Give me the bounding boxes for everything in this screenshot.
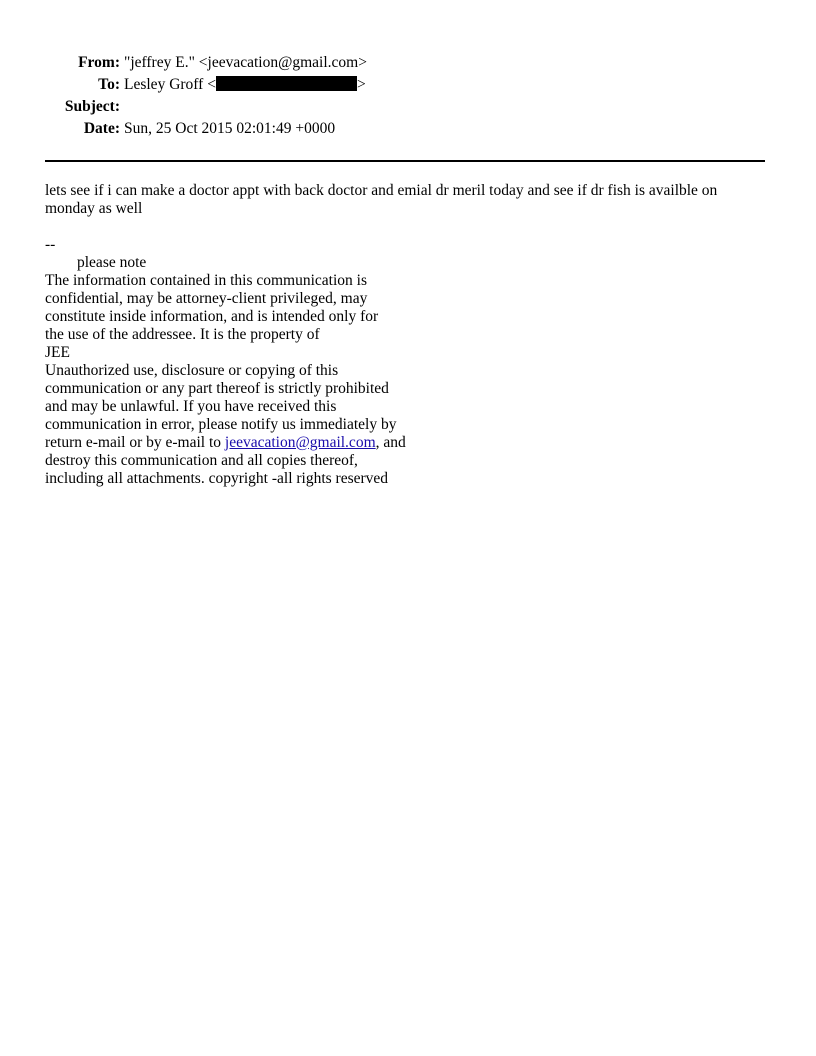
from-label: From:	[78, 54, 120, 71]
date-label: Date:	[83, 120, 120, 137]
disclaimer-line: including all attachments. copyright -all rights reserved	[45, 470, 389, 487]
header-divider	[45, 160, 765, 162]
disclaimer	[45, 272, 765, 488]
disclaimer-line: the use of the addressee. It is the property of	[45, 326, 320, 343]
email-header	[0, 52, 816, 140]
to-row	[0, 74, 816, 96]
disclaimer-line: constitute inside information, and is intended only for	[45, 308, 379, 325]
return-line-suffix: , and	[375, 434, 406, 451]
to-close-bracket: >	[356, 76, 366, 93]
disclaimer-line: JEE	[45, 344, 70, 361]
from-value: "jeffrey E." <jeevacation@gmail.com>	[124, 54, 367, 71]
disclaimer-line: The information contained in this communication is	[45, 272, 367, 289]
disclaimer-line: Unauthorized use, disclosure or copying of this	[45, 362, 339, 379]
from-row	[0, 52, 816, 74]
subject-label: Subject:	[64, 98, 120, 115]
disclaimer-line-with-link	[45, 434, 765, 452]
disclaimer-line: and may be unlawful. If you have received this	[45, 398, 337, 415]
disclaimer-line: destroy this communication and all copies thereof,	[45, 452, 358, 469]
email-link[interactable]: jeevacation@gmail.com	[224, 434, 376, 451]
date-value: Sun, 25 Oct 2015 02:01:49 +0000	[124, 120, 336, 137]
redaction-box	[216, 76, 357, 91]
signature-separator: --	[45, 236, 56, 253]
to-label: To:	[98, 76, 120, 93]
disclaimer-line: confidential, may be attorney-client privileged, may	[45, 290, 368, 307]
return-line-prefix: return e-mail or by e-mail to	[45, 434, 225, 451]
please-note: please note	[77, 254, 147, 271]
disclaimer-line: communication or any part thereof is strictly prohibited	[45, 380, 389, 397]
message-text: lets see if i can make a doctor appt with back doctor and emial dr meril today and see if dr fish is availble on monday as well	[45, 182, 718, 217]
disclaimer-line: communication in error, please notify us immediately by	[45, 416, 397, 433]
to-name: Lesley Groff <	[124, 76, 216, 93]
email-body	[45, 182, 765, 488]
date-row	[0, 118, 816, 140]
to-value	[124, 74, 366, 96]
subject-row	[0, 96, 816, 118]
